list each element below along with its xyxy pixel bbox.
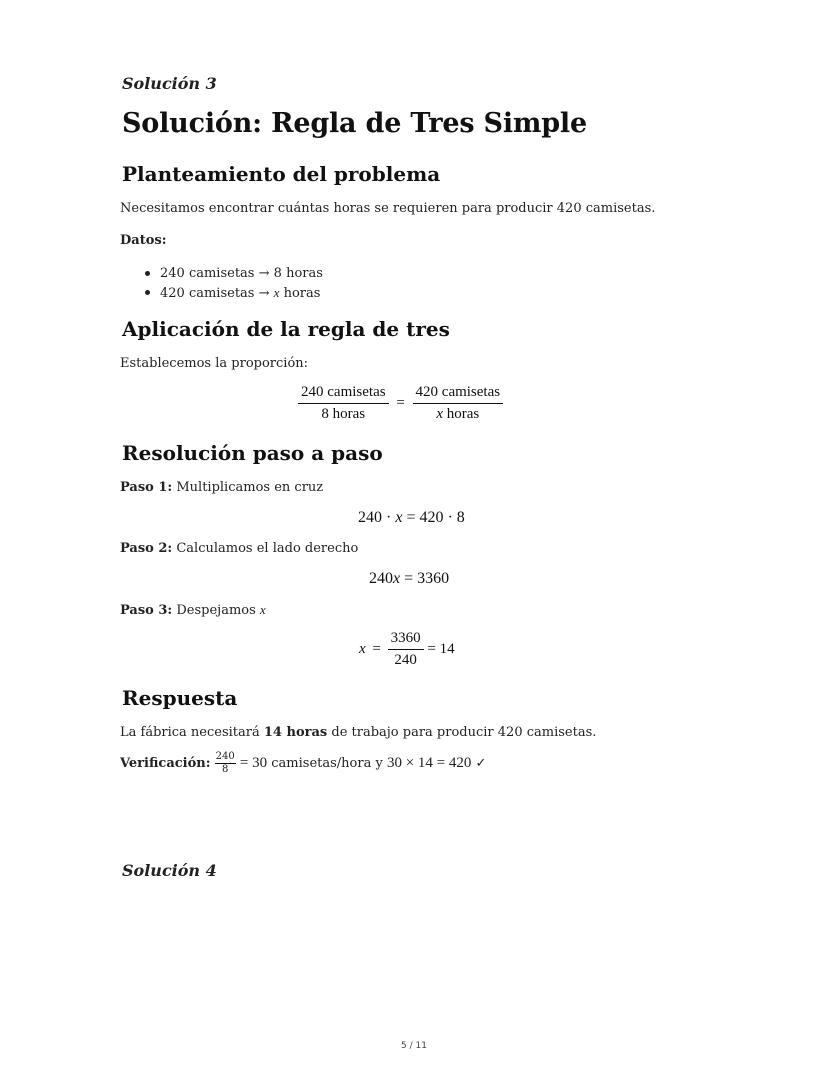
respuesta-text: La fábrica necesitará 14 horas de trabajo para producir 420 camisetas.	[120, 725, 597, 740]
verificacion: Verificación: $\frac{240}{8}$ = 30 camisetas/hora y 30 × 14 = 420 ✓	[120, 751, 487, 775]
heading-planteamiento: Planteamiento del problema	[122, 162, 441, 186]
list-item: 420 camisetas → x horas	[145, 283, 323, 302]
step-3-text: Paso 3: Despejamos x	[120, 602, 266, 618]
page-title: Solución: Regla de Tres Simple	[122, 108, 587, 139]
step-2-text: Paso 2: Calculamos el lado derecho	[120, 541, 359, 556]
check-icon: ✓	[471, 756, 487, 771]
fraction-right: $\frac{\text{420 camisetas}}{\text{x horas}}$	[413, 384, 504, 423]
section-label: Solución 4	[122, 861, 217, 880]
section-label: Solución 3	[122, 74, 217, 93]
heading-resolucion: Resolución paso a paso	[122, 441, 383, 465]
list-item: 240 camisetas → 8 horas	[145, 264, 323, 283]
heading-respuesta: Respuesta	[122, 686, 238, 710]
step-2-equation: 240x = 3360	[369, 570, 450, 587]
proportion-equation: $\frac{\text{240 camisetas}}{\text{8 horas}}$ = $\frac{\text{420 camisetas}}{\text{x horas}}$	[298, 384, 503, 423]
aplicacion-intro: Establecemos la proporción:	[120, 356, 309, 371]
fraction-left: $\frac{\text{240 camisetas}}{\text{8 horas}}$	[298, 384, 389, 423]
heading-aplicacion: Aplicación de la regla de tres	[122, 317, 450, 341]
step-1-text: Paso 1: Multiplicamos en cruz	[120, 480, 324, 495]
page-number: 5 / 11	[401, 1041, 427, 1051]
datos-label: Datos:	[120, 233, 167, 248]
fraction: $\frac{3360}{240}$	[388, 630, 424, 669]
planteamiento-intro: Necesitamos encontrar cuántas horas se requieren para producir 420 camisetas.	[120, 201, 656, 216]
step-3-equation: x = $\frac{3360}{240}$ = 14	[359, 630, 455, 668]
verif-fraction: $\frac{240}{8}$	[215, 751, 235, 775]
datos-list	[145, 264, 323, 302]
step-1-equation: 240 · x = 420 · 8	[358, 509, 465, 526]
